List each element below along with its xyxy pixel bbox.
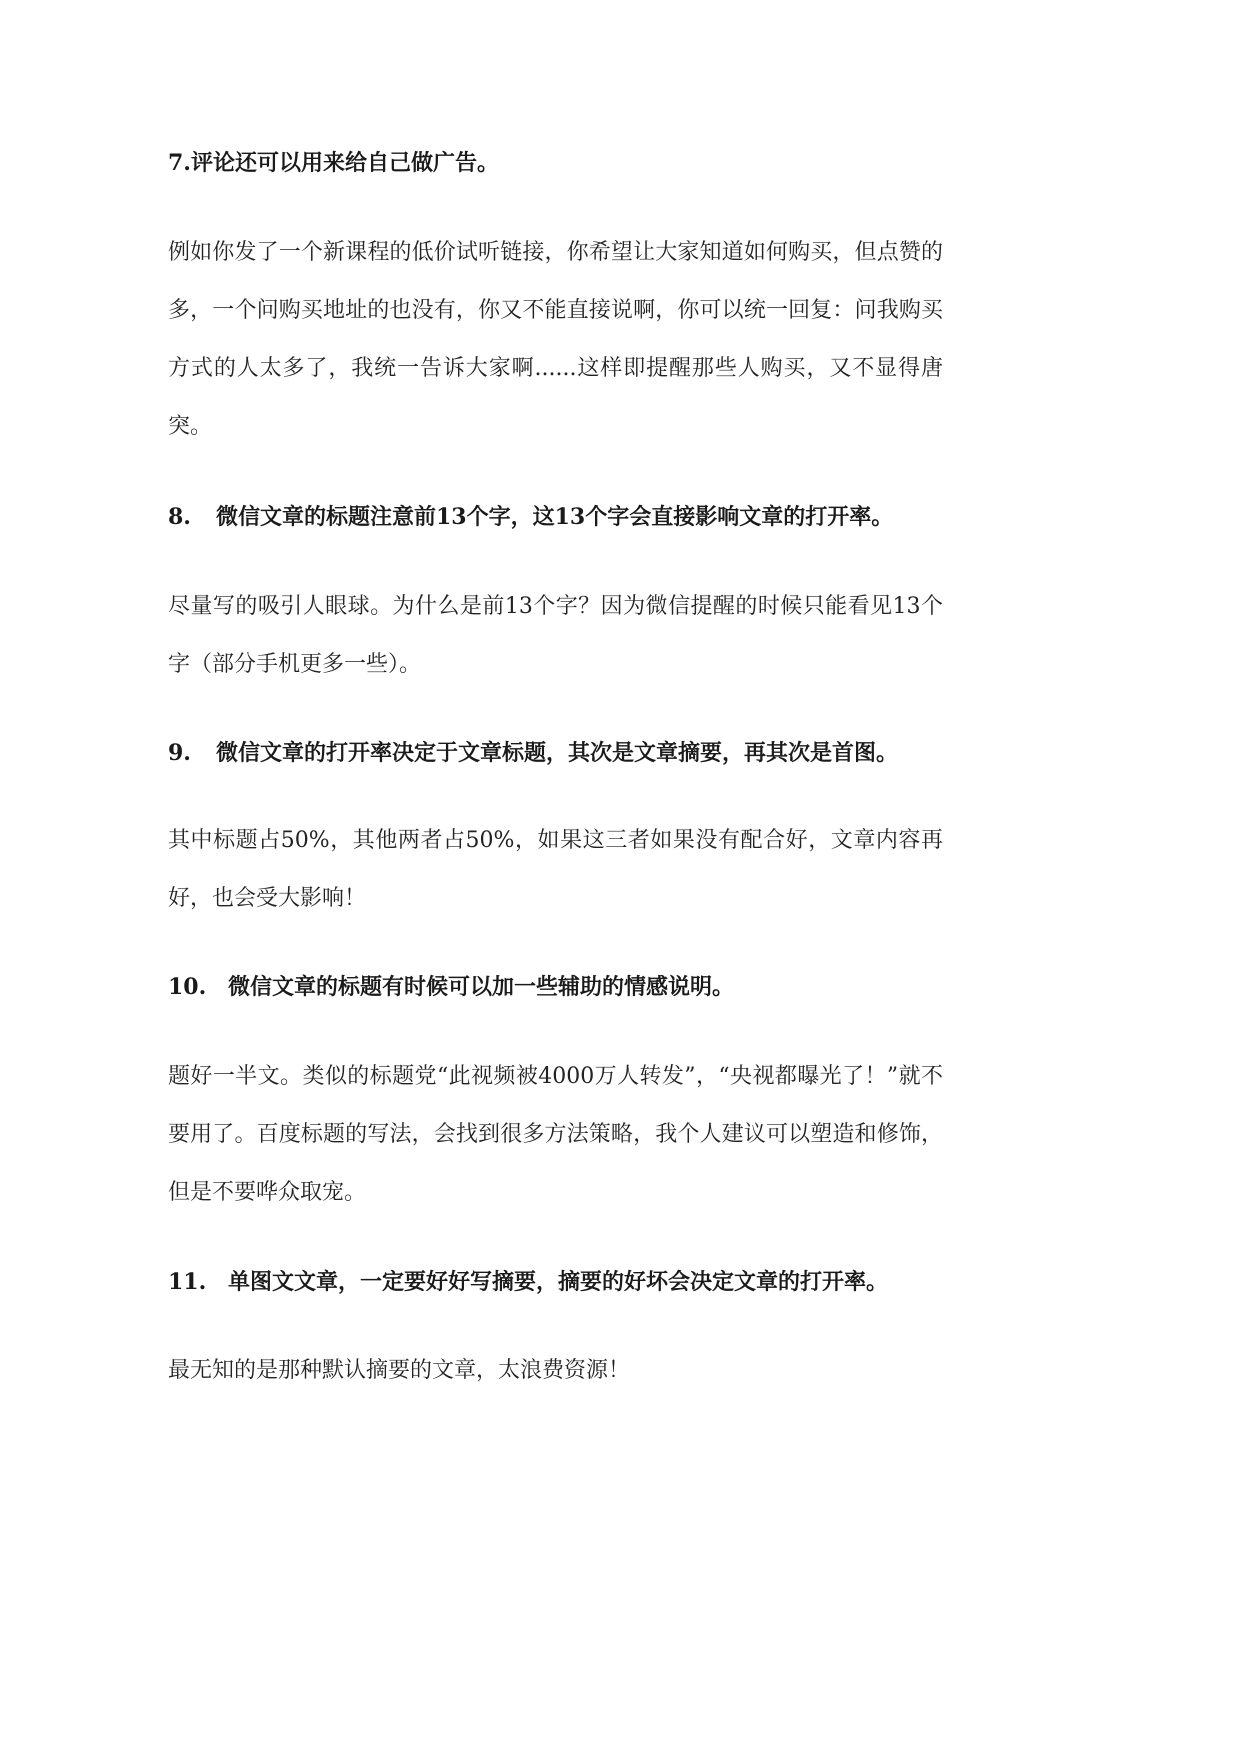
section-number: 10. [168,974,207,1000]
section-number: 7. [168,150,191,176]
section-number: 9. [168,740,191,766]
section-number: 8. [168,504,191,530]
section-body-7: 例如你发了一个新课程的低价试听链接，你希望让大家知道如何购买，但点赞的多，一个问购买地址的也没有，你又不能直接说啊，你可以统一回复：问我购买方式的人太多了，我统一告诉大家啊......这样即提醒那些人购买，又不显得唐突。 [168,240,943,439]
section-heading-10 [168,972,958,1002]
section-number: 11. [168,1269,207,1295]
section-heading-11 [168,1267,958,1297]
section-body-8: 尽量写的吸引人眼球。为什么是前13个字？因为微信提醒的时候只能看见13个字（部分手机更多一些）。 [168,594,943,677]
section-heading-9 [168,738,958,768]
section-title: 单图文文章，一定要好好写摘要，摘要的好坏会决定文章的打开率。 [228,1269,889,1295]
section-body-10: 题好一半文。类似的标题党“此视频被4000万人转发”，“央视都曝光了！”就不要用了。百度标题的写法，会找到很多方法策略，我个人建议可以塑造和修饰，但是不要哗众取宠。 [168,1064,943,1205]
section-title: 微信文章的打开率决定于文章标题，其次是文章摘要，再其次是首图。 [216,740,899,766]
section-heading-8 [168,502,958,532]
section-body-11: 最无知的是那种默认摘要的文章，太浪费资源！ [168,1358,631,1383]
section-body-9: 其中标题占50%，其他两者占50%，如果这三者如果没有配合好，文章内容再好，也会受大影响！ [168,828,943,911]
section-heading-7 [168,148,958,178]
section-title: 微信文章的标题注意前13个字，这13个字会直接影响文章的打开率。 [216,504,894,530]
section-title: 评论还可以用来给自己做广告。 [190,150,499,176]
section-title: 微信文章的标题有时候可以加一些辅助的情感说明。 [228,974,735,1000]
